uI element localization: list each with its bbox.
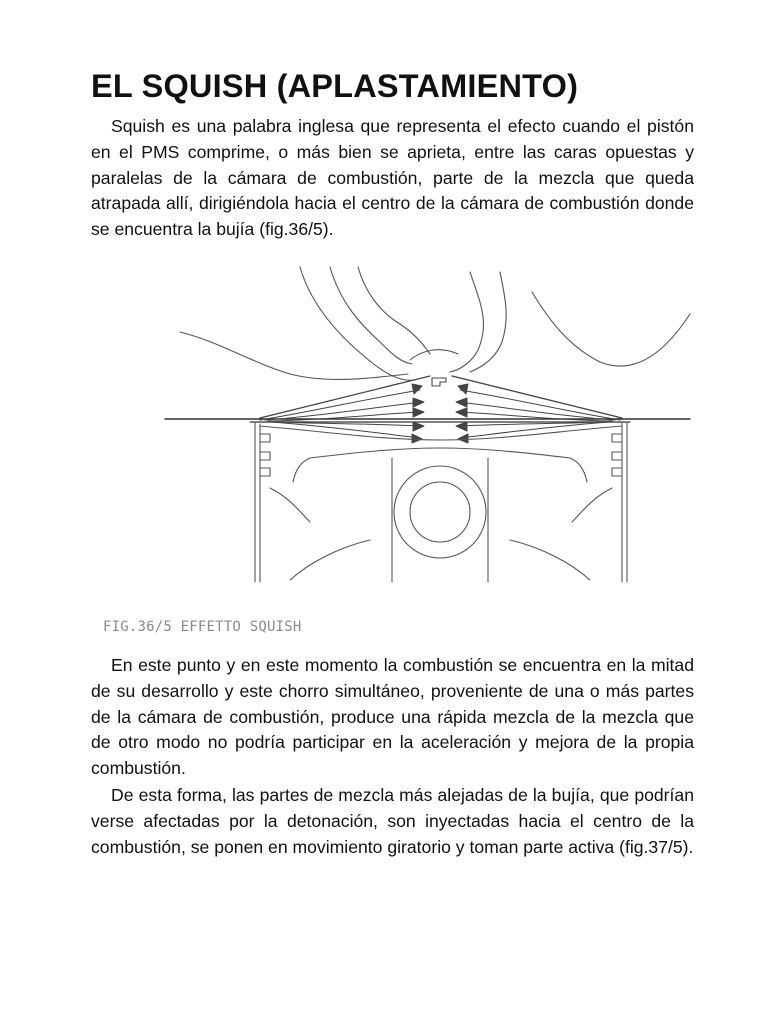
figure-caption: FIG.36/5 EFFETTO SQUISH — [103, 619, 302, 635]
paragraph-combustion: En este punto y en este momento la combustión se encuentra en la mitad de su desarrollo y este chorro simultáneo, proveniente de una o más partes de la cámara de combustión, produce una rápida mezcla de la mezcla que de otro modo no podría participar en la aceleración y mejora de la propia combustión. — [91, 655, 694, 779]
squish-flow-arrows — [260, 384, 620, 443]
connecting-rod — [392, 458, 488, 582]
piston-crown — [260, 426, 622, 440]
page-title: EL SQUISH (APLASTAMIENTO) — [91, 68, 579, 104]
cylinder-head-outline — [180, 267, 690, 380]
paragraph-detonation: De esta forma, las partes de mezcla más alejadas de la bujía, que podrían verse afectadas por la detonación, son inyectadas hacia el centro de la combustión, se ponen en movimiento giratorio y toman parte activa (fig.37/5). — [91, 785, 694, 857]
paragraph-intro: Squish es una palabra inglesa que representa el efecto cuando el pistón en el PMS comprime, o más bien se aprieta, entre las caras opuestas y paralelas de la cámara de combustión, parte de la mezcla que queda atrapada allí, dirigiéndola hacia el centro de la cámara de combustión donde se encuentra la bujía (fig.36/5). — [91, 116, 694, 240]
squish-diagram — [160, 262, 695, 584]
spark-plug-tip — [432, 378, 446, 386]
